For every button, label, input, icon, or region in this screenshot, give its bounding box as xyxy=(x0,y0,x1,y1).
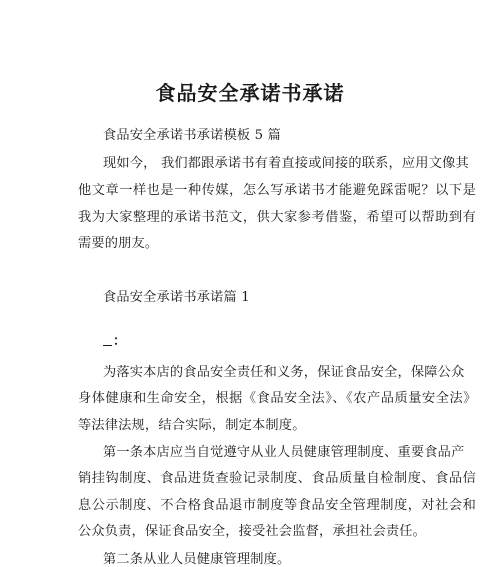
para3-line-1: 第二条从业人员健康管理制度。 xyxy=(103,552,291,567)
document-subtitle: 食品安全承诺书承诺模板 5 篇 xyxy=(103,128,282,143)
intro-line-2: 他文章一样也是一种传媒，怎么写承诺书才能避免踩雷呢？以下是 xyxy=(78,183,477,198)
underline-mark xyxy=(103,337,112,346)
para2-line-4: 公众负责，保证食品安全，接受社会监督，承担社会责任。 xyxy=(78,524,427,539)
intro-line-1: 现如今， 我们都跟承诺书有着直接或间接的联系，应用文像其 xyxy=(103,156,469,171)
section-title: 食品安全承诺书承诺篇 1 xyxy=(103,290,250,305)
para1-line-3: 等法律法规，结合实际，制定本制度。 xyxy=(78,418,306,433)
intro-line-4: 需要的朋友。 xyxy=(78,236,159,251)
para1-line-2: 身体健康和生命安全，根据《食品安全法》、《农产品质量安全法》 xyxy=(78,391,477,406)
para2-line-1: 第一条本店应当自觉遵守从业人员健康管理制度、重要食品产 xyxy=(103,445,465,460)
para1-line-1: 为落实本店的食品安全责任和义务，保证食品安全，保障公众 xyxy=(103,365,465,380)
list-marker-colon: ： xyxy=(113,334,127,349)
para2-line-3: 息公示制度、不合格食品退市制度等食品安全管理制度，对社会和 xyxy=(78,498,477,513)
document-title: 食品安全承诺书承诺 xyxy=(155,81,345,105)
para2-line-2: 销挂钩制度、食品进货查验记录制度、食品质量自检制度、食品信 xyxy=(78,471,477,486)
list-marker xyxy=(103,330,126,349)
intro-line-3: 我为大家整理的承诺书范文，供大家参考借鉴，希望可以帮助到有 xyxy=(78,210,477,225)
